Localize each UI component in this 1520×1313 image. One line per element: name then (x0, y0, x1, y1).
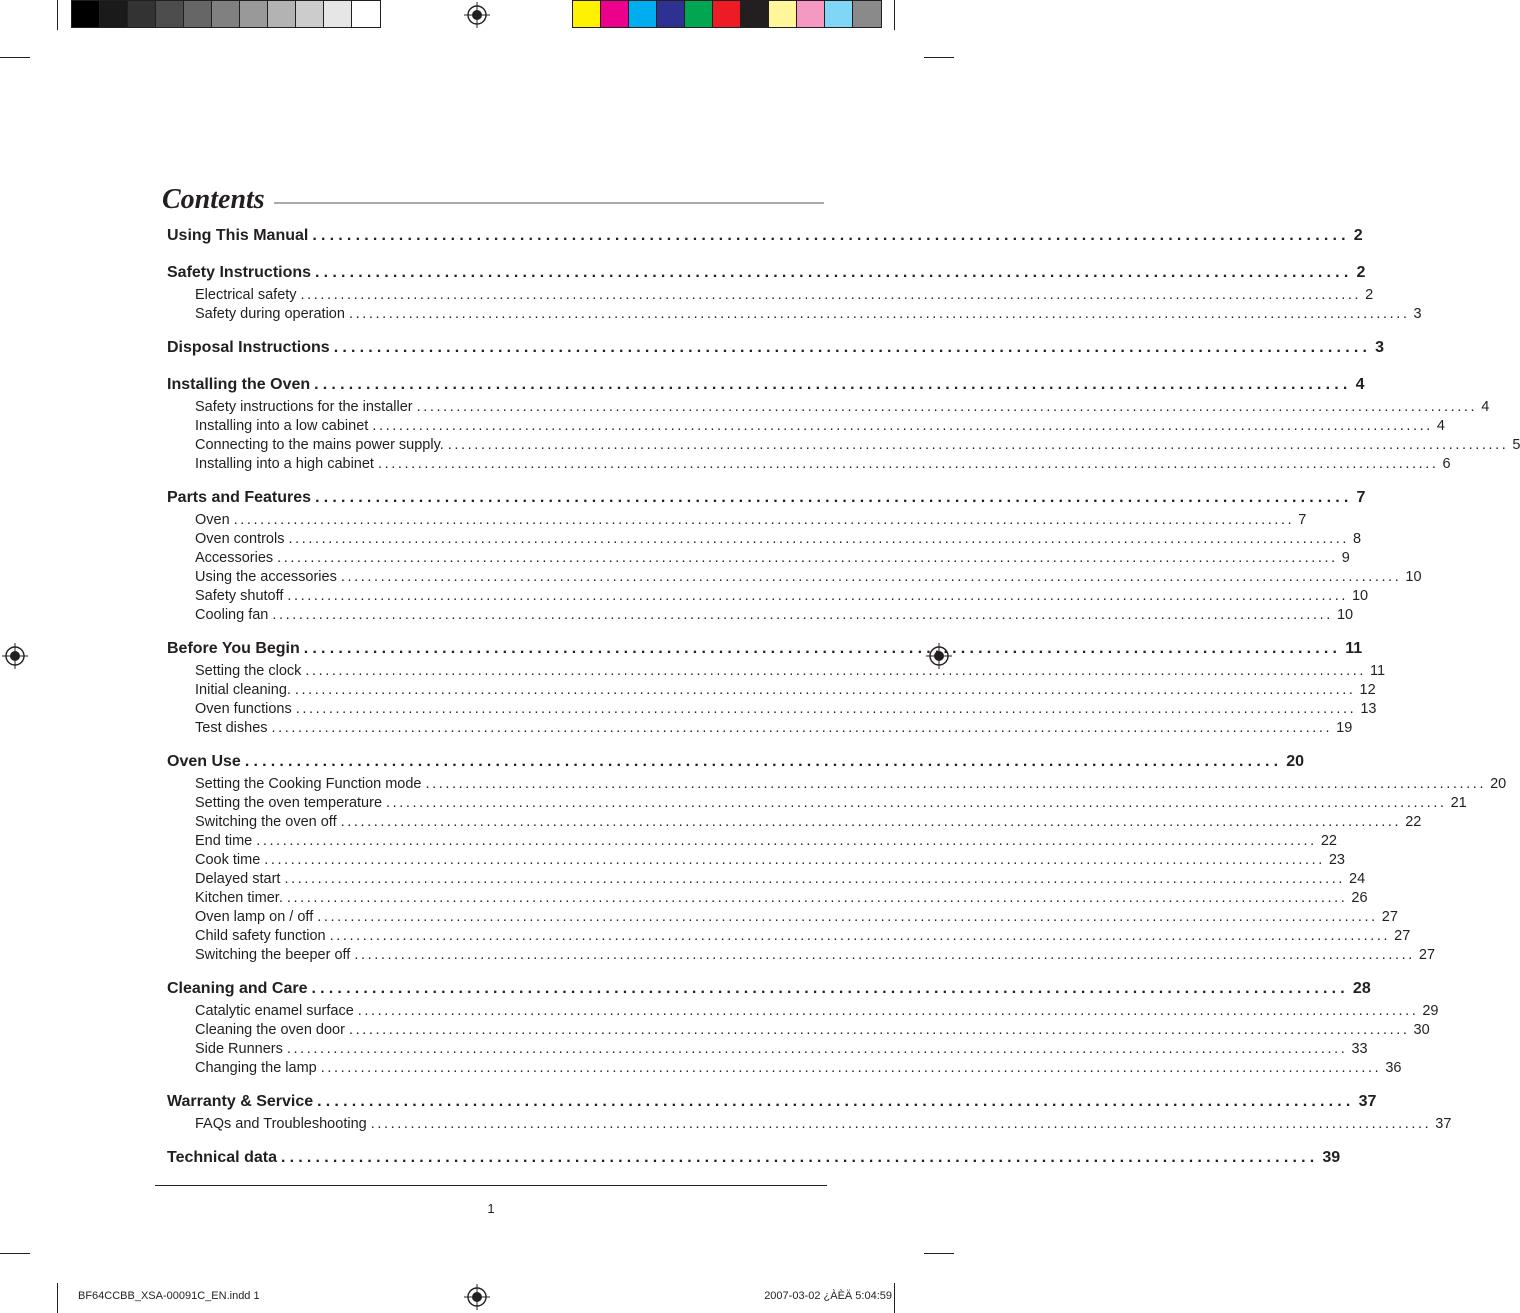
dot-leader: ................................................................................................................................................................ (286, 1041, 1348, 1057)
entry-label: Switching the oven off (195, 814, 337, 830)
color-swatch (601, 1, 629, 27)
toc-subsection-entry[interactable] (167, 306, 1422, 325)
entry-label: Cooling fan (195, 607, 269, 623)
entry-label: Technical data (167, 1149, 277, 1166)
entry-page-number: 23 (1328, 852, 1345, 868)
dot-leader: ........................................................................................................................ (244, 753, 1283, 770)
entry-page-number: 4 (1355, 376, 1365, 393)
entry-label: Electrical safety (195, 287, 297, 303)
entry-page-number: 27 (1394, 928, 1411, 944)
color-swatch (825, 1, 853, 27)
entry-page-number: 30 (1413, 1022, 1430, 1038)
entry-page-number: 10 (1351, 588, 1369, 604)
toc-section-entry[interactable] (167, 1144, 1341, 1172)
toc-subsection-entry[interactable] (167, 1003, 1439, 1022)
entry-page-number: 27 (1381, 909, 1398, 925)
dot-leader: ................................................................................................................................................................ (386, 795, 1447, 811)
toc-section-entry[interactable] (167, 334, 1385, 362)
dot-leader: ................................................................................................................................................................ (348, 306, 1410, 322)
color-swatch (853, 1, 881, 27)
color-swatch (240, 1, 268, 27)
toc-subsection-entry[interactable] (167, 588, 1369, 607)
toc-subsection-entry[interactable] (167, 871, 1366, 890)
toc-subsection-entry[interactable] (167, 928, 1411, 947)
entry-page-number: 3 (1413, 306, 1422, 322)
entry-page-number: 8 (1353, 531, 1362, 547)
toc-section-entry[interactable] (167, 748, 1305, 776)
entry-page-number: 37 (1358, 1093, 1377, 1110)
entry-label: Safety Instructions (167, 264, 312, 281)
color-swatch (184, 1, 212, 27)
page-number: 1 (487, 1201, 495, 1216)
entry-label: Side Runners (195, 1041, 283, 1057)
crop-mark (0, 1253, 30, 1254)
toc-section-entry[interactable] (167, 635, 1363, 663)
crop-mark (894, 1283, 895, 1313)
page-title: Contents (162, 184, 265, 215)
color-swatch (629, 1, 657, 27)
dot-leader: ................................................................................................................................................................ (300, 287, 1362, 303)
entry-label: Oven Use (167, 753, 241, 770)
color-swatch (268, 1, 296, 27)
color-swatch (685, 1, 713, 27)
entry-page-number: 20 (1490, 776, 1507, 792)
entry-label: Changing the lamp (195, 1060, 317, 1076)
entry-page-number: 33 (1351, 1041, 1368, 1057)
entry-page-number: 28 (1352, 980, 1371, 997)
entry-page-number: 22 (1405, 814, 1422, 830)
dot-leader: ........................................................................................................................ (303, 640, 1342, 657)
dot-leader: ................................................................................................................................................................ (256, 833, 1317, 849)
footer-rule (155, 1185, 827, 1186)
entry-label: Delayed start (195, 871, 281, 887)
entry-page-number: 7 (1356, 489, 1366, 506)
entry-page-number: 11 (1345, 640, 1363, 657)
entry-page-number: 13 (1360, 701, 1377, 717)
toc-section (167, 1144, 1341, 1172)
entry-label: Kitchen timer. (195, 890, 283, 906)
slug-file-name: BF64CCBB_XSA-00091C_EN.indd 1 (78, 1290, 260, 1302)
dot-leader: ................................................................................................................................................................ (288, 531, 1350, 547)
crop-mark (0, 57, 30, 58)
color-swatch (769, 1, 797, 27)
toc-subsection-entry[interactable] (167, 418, 1445, 437)
entry-page-number: 29 (1422, 1003, 1439, 1019)
entry-page-number: 2 (1365, 287, 1374, 303)
dot-leader: ................................................................................................................................................................ (320, 1060, 1382, 1076)
dot-leader: ........................................................................................................................ (333, 339, 1372, 356)
toc-section-entry[interactable] (167, 1088, 1377, 1116)
title-rule (274, 202, 824, 204)
entry-page-number: 21 (1450, 795, 1467, 811)
color-swatch (573, 1, 601, 27)
entry-label: Installing the Oven (167, 376, 311, 393)
dot-leader: ................................................................................................................................................................ (377, 456, 1439, 472)
toc-section (167, 748, 1507, 966)
entry-label: Accessories (195, 550, 274, 566)
entry-page-number: 20 (1286, 753, 1305, 770)
dot-leader: ................................................................................................................................................................ (354, 947, 1415, 963)
toc-subsection-entry[interactable] (167, 1022, 1430, 1041)
process-color-bar (572, 0, 882, 28)
entry-label: Warranty & Service (167, 1093, 314, 1110)
dot-leader: ........................................................................................................................ (317, 1093, 1355, 1110)
toc-subsection-entry[interactable] (167, 607, 1354, 626)
toc-subsection-entry[interactable] (167, 569, 1422, 588)
entry-page-number: 24 (1349, 871, 1366, 887)
toc-subsection-entry[interactable] (167, 287, 1374, 306)
dot-leader: ................................................................................................................................................................ (264, 852, 1325, 868)
registration-mark-icon (2, 643, 28, 669)
color-swatch (741, 1, 769, 27)
entry-label: Safety instructions for the installer (195, 399, 413, 415)
crop-mark (924, 1253, 954, 1254)
entry-page-number: 22 (1320, 833, 1337, 849)
toc-subsection-entry[interactable] (167, 701, 1377, 720)
toc-subsection-entry[interactable] (167, 456, 1451, 475)
entry-page-number: 12 (1359, 682, 1376, 698)
entry-label: Cook time (195, 852, 261, 868)
toc-subsection-entry[interactable] (167, 512, 1307, 531)
dot-leader: ........................................................................................................................ (312, 227, 1350, 244)
entry-page-number: 26 (1351, 890, 1368, 906)
toc-section-entry[interactable] (167, 371, 1365, 399)
table-of-contents (167, 222, 1520, 1181)
dot-leader: ................................................................................................................................................................ (416, 399, 1478, 415)
entry-label: Disposal Instructions (167, 339, 330, 356)
toc-section (167, 222, 1363, 250)
color-swatch (797, 1, 825, 27)
entry-label: Oven functions (195, 701, 292, 717)
color-swatch (657, 1, 685, 27)
toc-section (167, 259, 1422, 325)
dot-leader: ................................................................................................................................................................ (357, 1003, 1419, 1019)
entry-label: Oven (195, 512, 230, 528)
dot-leader: ........................................................................................................................ (315, 489, 1353, 506)
entry-page-number: 6 (1442, 456, 1451, 472)
entry-label: Child safety function (195, 928, 326, 944)
toc-subsection-entry[interactable] (167, 437, 1520, 456)
entry-label: Test dishes (195, 720, 268, 736)
entry-page-number: 39 (1322, 1149, 1341, 1166)
dot-leader: ................................................................................................................................................................ (329, 928, 1391, 944)
entry-label: FAQs and Troubleshooting (195, 1116, 367, 1132)
color-swatch (156, 1, 184, 27)
entry-page-number: 9 (1341, 550, 1350, 566)
dot-leader: ................................................................................................................................................................ (340, 814, 1402, 830)
entry-page-number: 19 (1336, 720, 1353, 736)
entry-label: Installing into a high cabinet (195, 456, 374, 472)
dot-leader: ................................................................................................................................................................ (233, 512, 1295, 528)
grayscale-color-bar (71, 0, 381, 28)
crop-mark (57, 1283, 58, 1313)
toc-subsection-entry[interactable] (167, 1116, 1452, 1135)
toc-subsection-entry[interactable] (167, 947, 1436, 966)
entry-label: Switching the beeper off (195, 947, 351, 963)
dot-leader: ................................................................................................................................................................ (272, 607, 1333, 623)
crop-mark (894, 0, 895, 30)
dot-leader: ................................................................................................................................................................ (271, 720, 1333, 736)
entry-label: End time (195, 833, 253, 849)
toc-subsection-entry[interactable] (167, 1041, 1368, 1060)
dot-leader: ................................................................................................................................................................ (287, 588, 1348, 604)
entry-page-number: 10 (1336, 607, 1354, 623)
crop-mark (924, 57, 954, 58)
dot-leader: ........................................................................................................................ (315, 264, 1353, 281)
toc-subsection-entry[interactable] (167, 1060, 1402, 1079)
dot-leader: ................................................................................................................................................................ (295, 701, 1357, 717)
entry-label: Cleaning and Care (167, 980, 308, 997)
entry-page-number: 5 (1512, 437, 1520, 453)
entry-page-number: 37 (1435, 1116, 1452, 1132)
entry-page-number: 11 (1369, 663, 1386, 679)
color-swatch (72, 1, 100, 27)
entry-page-number: 2 (1353, 227, 1363, 244)
registration-mark-icon (464, 1284, 490, 1310)
toc-subsection-entry[interactable] (167, 833, 1337, 852)
color-swatch (100, 1, 128, 27)
color-swatch (296, 1, 324, 27)
toc-subsection-entry[interactable] (167, 399, 1490, 418)
toc-section (167, 1088, 1452, 1135)
entry-label: Setting the clock (195, 663, 302, 679)
toc-section-entry[interactable] (167, 259, 1366, 287)
entry-label: Catalytic enamel surface (195, 1003, 354, 1019)
toc-section (167, 635, 1386, 739)
color-swatch (352, 1, 380, 27)
entry-page-number: 2 (1356, 264, 1366, 281)
dot-leader: ................................................................................................................................................................ (284, 871, 1346, 887)
color-swatch (713, 1, 741, 27)
dot-leader: ................................................................................................................................................................ (348, 1022, 1410, 1038)
color-swatch (212, 1, 240, 27)
entry-label: Setting the oven temperature (195, 795, 383, 811)
entry-label: Oven controls (195, 531, 285, 547)
dot-leader: ................................................................................................................................................................ (370, 1116, 1432, 1132)
dot-leader: ................................................................................................................................................................ (286, 890, 1348, 906)
entry-page-number: 10 (1405, 569, 1422, 585)
entry-page-number: 4 (1481, 399, 1490, 415)
toc-subsection-entry[interactable] (167, 852, 1345, 871)
dot-leader: ................................................................................................................................................................ (294, 682, 1356, 698)
crop-mark (57, 0, 58, 30)
toc-section-entry[interactable] (167, 484, 1366, 512)
slug-timestamp: 2007-03-02 ¿ÀÈÄ 5:04:59 (764, 1290, 892, 1302)
entry-label: Setting the Cooking Function mode (195, 776, 422, 792)
entry-page-number: 4 (1436, 418, 1445, 434)
toc-section (167, 334, 1385, 362)
toc-subsection-entry[interactable] (167, 795, 1467, 814)
color-swatch (324, 1, 352, 27)
toc-subsection-entry[interactable] (167, 890, 1368, 909)
dot-leader: ................................................................................................................................................................ (277, 550, 1338, 566)
dot-leader: ................................................................................................................................................................ (305, 663, 1366, 679)
entry-label: Safety shutoff (195, 588, 284, 604)
dot-leader: ................................................................................................................................................................ (425, 776, 1487, 792)
entry-page-number: 27 (1418, 947, 1436, 963)
dot-leader: ................................................................................................................................................................ (372, 418, 1433, 434)
entry-label: Connecting to the mains power supply. (195, 437, 444, 453)
toc-subsection-entry[interactable] (167, 531, 1362, 550)
entry-label: Using the accessories (195, 569, 337, 585)
entry-page-number: 3 (1375, 339, 1385, 356)
entry-label: Before You Begin (167, 640, 300, 657)
entry-label: Cleaning the oven door (195, 1022, 345, 1038)
toc-section (167, 484, 1422, 626)
entry-label: Initial cleaning. (195, 682, 291, 698)
entry-label: Oven lamp on / off (195, 909, 314, 925)
toc-subsection-entry[interactable] (167, 720, 1353, 739)
dot-leader: ................................................................................................................................................................ (447, 437, 1509, 453)
toc-section-entry[interactable] (167, 975, 1371, 1003)
toc-subsection-entry[interactable] (167, 909, 1398, 928)
dot-leader: ........................................................................................................................ (280, 1149, 1319, 1166)
entry-label: Using This Manual (167, 227, 309, 244)
entry-label: Safety during operation (195, 306, 345, 322)
toc-section (167, 975, 1439, 1079)
entry-page-number: 7 (1298, 512, 1307, 528)
toc-subsection-entry[interactable] (167, 776, 1507, 795)
contents-heading (162, 184, 824, 220)
dot-leader: ................................................................................................................................................................ (317, 909, 1378, 925)
toc-subsection-entry[interactable] (167, 663, 1386, 682)
entry-page-number: 36 (1385, 1060, 1402, 1076)
entry-label: Parts and Features (167, 489, 312, 506)
toc-subsection-entry[interactable] (167, 550, 1350, 569)
entry-label: Installing into a low cabinet (195, 418, 369, 434)
toc-section-entry[interactable] (167, 222, 1363, 250)
toc-subsection-entry[interactable] (167, 814, 1422, 833)
toc-subsection-entry[interactable] (167, 682, 1376, 701)
dot-leader: ........................................................................................................................ (314, 376, 1352, 393)
dot-leader: ................................................................................................................................................................ (340, 569, 1402, 585)
registration-mark-icon (464, 2, 490, 28)
dot-leader: ........................................................................................................................ (311, 980, 1349, 997)
color-swatch (128, 1, 156, 27)
toc-section (167, 371, 1520, 475)
